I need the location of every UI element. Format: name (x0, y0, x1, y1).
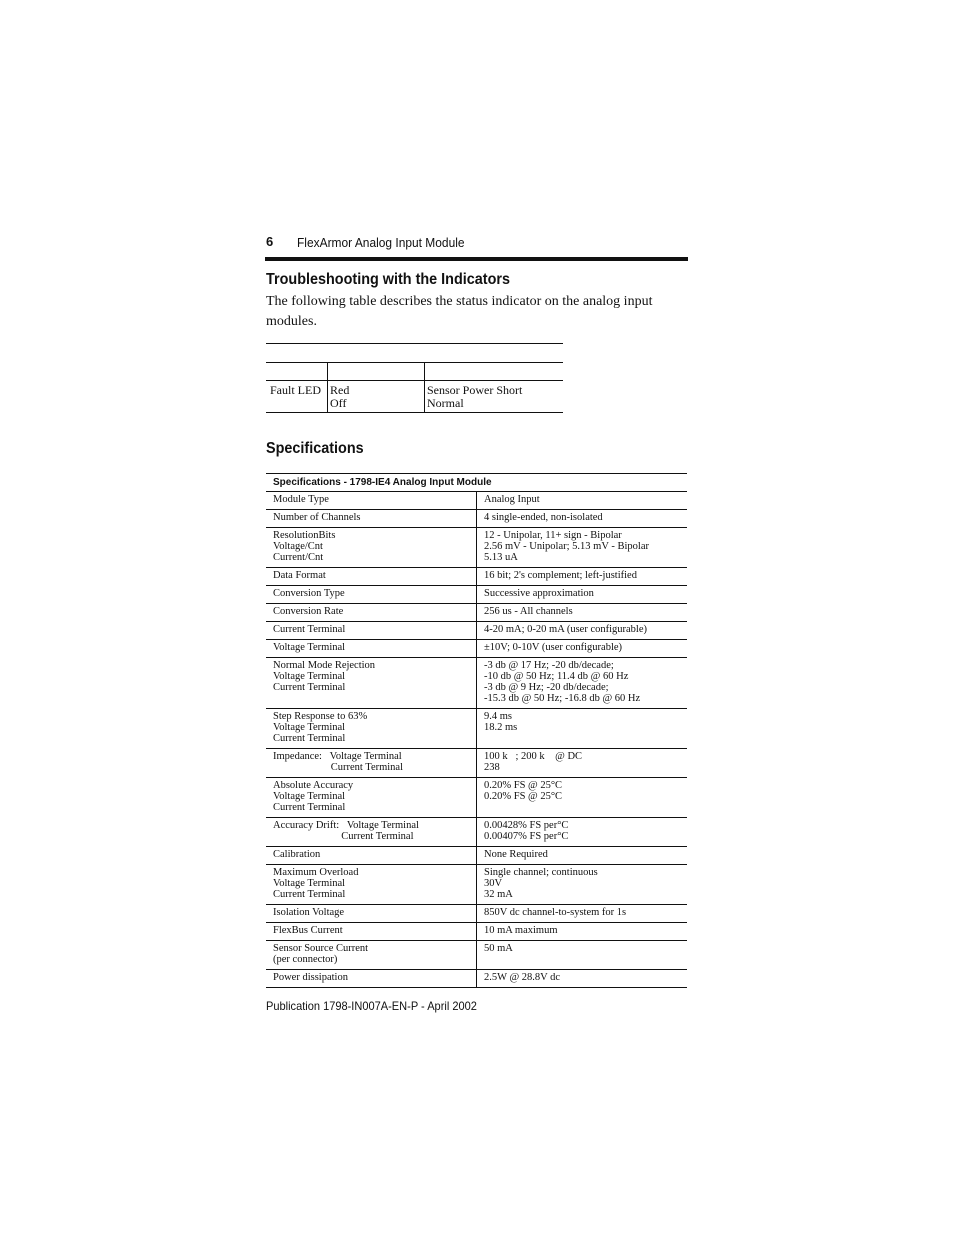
spec-label-cell (266, 941, 477, 970)
spec-value: 4 single-ended, non-isolated (484, 512, 603, 523)
spec-label: Current Terminal (273, 889, 346, 900)
spec-value: 850V dc channel-to-system for 1s (484, 907, 627, 918)
spec-label-cell (266, 622, 477, 640)
spec-row (266, 528, 687, 568)
indicator-meaning-value: Normal (427, 396, 464, 410)
indicator-table-divider (327, 362, 328, 412)
spec-row (266, 778, 687, 818)
indicator-table-bottom-rule (266, 412, 563, 413)
spec-value: 256 us - All channels (484, 606, 573, 617)
indicator-meaning (427, 384, 522, 410)
spec-value-cell (477, 528, 688, 568)
spec-label: ResolutionBits (273, 530, 336, 541)
page-number: 6 (266, 234, 274, 249)
spec-label-cell (266, 492, 477, 510)
spec-label: Isolation Voltage (273, 907, 345, 918)
spec-label-cell (266, 709, 477, 749)
spec-value-cell (477, 970, 688, 988)
spec-label-cell (266, 658, 477, 709)
spec-value: 0.00407% FS per°C (484, 831, 569, 842)
spec-label: Conversion Rate (273, 606, 344, 617)
header-rule (265, 257, 688, 261)
spec-label-cell (266, 865, 477, 905)
spec-value-cell (477, 640, 688, 658)
indicator-table-header-rule (266, 362, 563, 363)
spec-label: Accuracy Drift: Voltage Terminal (273, 820, 419, 831)
spec-label: Voltage Terminal (273, 878, 346, 889)
spec-label-cell (266, 818, 477, 847)
spec-value: 0.20% FS @ 25°C (484, 791, 563, 802)
spec-value: 32 mA (484, 889, 513, 900)
spec-value-cell (477, 568, 688, 586)
spec-value: 2.5W @ 28.8V dc (484, 972, 561, 983)
spec-value: 30V (484, 878, 503, 889)
specifications-table-title-row (266, 474, 687, 492)
spec-value: 238 (484, 762, 500, 773)
spec-value: 4-20 mA; 0-20 mA (user configurable) (484, 624, 648, 635)
spec-value-cell (477, 604, 688, 622)
spec-value-cell (477, 865, 688, 905)
spec-row (266, 658, 687, 709)
spec-label: Current Terminal (273, 802, 346, 813)
indicator-meaning-value: Sensor Power Short (427, 383, 523, 397)
spec-label-cell (266, 778, 477, 818)
spec-value-cell (477, 709, 688, 749)
spec-label-cell (266, 905, 477, 923)
spec-value: 18.2 ms (484, 722, 518, 733)
spec-label: Normal Mode Rejection (273, 660, 376, 671)
spec-value: ±10V; 0-10V (user configurable) (484, 642, 623, 653)
spec-row (266, 941, 687, 970)
spec-value-cell (477, 941, 688, 970)
spec-value-cell (477, 778, 688, 818)
spec-value: 16 bit; 2's complement; left-justified (484, 570, 637, 581)
spec-row (266, 970, 687, 988)
indicator-table-top-rule (266, 343, 563, 344)
spec-row (266, 568, 687, 586)
running-header-title: FlexArmor Analog Input Module (297, 235, 465, 250)
spec-label: Voltage Terminal (273, 722, 346, 733)
indicator-name: Fault LED (270, 383, 321, 397)
spec-value-cell (477, 749, 688, 778)
spec-value: 5.13 uA (484, 552, 518, 563)
spec-value: 0.20% FS @ 25°C (484, 780, 563, 791)
spec-value-cell (477, 622, 688, 640)
spec-value: None Required (484, 849, 548, 860)
spec-label-cell (266, 586, 477, 604)
indicator-state-value: Off (330, 396, 347, 410)
spec-label: Voltage Terminal (273, 671, 346, 682)
spec-label-cell (266, 970, 477, 988)
spec-value: 0.00428% FS per°C (484, 820, 569, 831)
spec-label: Current Terminal (273, 733, 346, 744)
spec-value: -3 db @ 9 Hz; -20 db/decade; (484, 682, 609, 693)
spec-label: Current/Cnt (273, 552, 324, 563)
spec-label-cell (266, 604, 477, 622)
spec-label: Voltage Terminal (273, 791, 346, 802)
spec-row (266, 847, 687, 865)
spec-label: Current Terminal (273, 831, 414, 842)
spec-value: Single channel; continuous (484, 867, 598, 878)
spec-label: Conversion Type (273, 588, 345, 599)
spec-row (266, 818, 687, 847)
spec-value: 100 k ; 200 k @ DC (484, 751, 583, 762)
spec-label-cell (266, 749, 477, 778)
spec-label-cell (266, 847, 477, 865)
publication-footer: Publication 1798-IN007A-EN-P - April 2002 (266, 999, 477, 1013)
spec-value: 2.56 mV - Unipolar; 5.13 mV - Bipolar (484, 541, 649, 552)
indicator-state-value: Red (330, 383, 350, 397)
spec-row (266, 510, 687, 528)
spec-row (266, 865, 687, 905)
spec-row (266, 749, 687, 778)
spec-row (266, 604, 687, 622)
spec-label: Module Type (273, 494, 329, 505)
spec-label: Maximum Overload (273, 867, 359, 878)
spec-label-cell (266, 528, 477, 568)
spec-label: Absolute Accuracy (273, 780, 354, 791)
spec-value-cell (477, 492, 688, 510)
spec-value-cell (477, 923, 688, 941)
spec-value-cell (477, 905, 688, 923)
spec-label: Voltage/Cnt (273, 541, 323, 552)
spec-value: -3 db @ 17 Hz; -20 db/decade; (484, 660, 614, 671)
specifications-table (266, 473, 687, 988)
spec-label: Data Format (273, 570, 326, 581)
spec-label: Current Terminal (273, 682, 346, 693)
spec-row (266, 492, 687, 510)
troubleshooting-intro: The following table describes the status indicator on the analog input modules. (266, 294, 653, 329)
spec-label-cell (266, 510, 477, 528)
spec-label-cell (266, 923, 477, 941)
spec-row (266, 923, 687, 941)
spec-row (266, 905, 687, 923)
spec-row (266, 622, 687, 640)
troubleshooting-heading: Troubleshooting with the Indicators (266, 271, 510, 288)
spec-value-cell (477, 510, 688, 528)
spec-value: 50 mA (484, 943, 513, 954)
spec-label: Voltage Terminal (273, 642, 346, 653)
spec-label: FlexBus Current (273, 925, 343, 936)
spec-label: Calibration (273, 849, 321, 860)
spec-row (266, 586, 687, 604)
spec-label: Step Response to 63% (273, 711, 368, 722)
spec-label: Current Terminal (273, 762, 404, 773)
spec-value-cell (477, 847, 688, 865)
specifications-table-title: Specifications - 1798-IE4 Analog Input Module (266, 474, 687, 492)
spec-row (266, 640, 687, 658)
spec-value: 12 - Unipolar, 11+ sign - Bipolar (484, 530, 622, 541)
indicator-table-mid-rule (266, 380, 563, 381)
spec-value-cell (477, 658, 688, 709)
spec-label-cell (266, 568, 477, 586)
spec-label: Power dissipation (273, 972, 348, 983)
spec-label-cell (266, 640, 477, 658)
specifications-heading: Specifications (266, 440, 364, 457)
spec-row (266, 709, 687, 749)
spec-label: Sensor Source Current (273, 943, 369, 954)
spec-value: 9.4 ms (484, 711, 513, 722)
spec-value: 10 mA maximum (484, 925, 558, 936)
spec-value: Successive approximation (484, 588, 594, 599)
spec-value: Analog Input (484, 494, 540, 505)
indicator-state (330, 384, 349, 410)
spec-label: (per connector) (273, 954, 338, 965)
spec-label: Number of Channels (273, 512, 361, 523)
spec-value: -15.3 db @ 50 Hz; -16.8 db @ 60 Hz (484, 693, 641, 704)
indicator-table-divider (424, 362, 425, 412)
spec-label: Impedance: Voltage Terminal (273, 751, 402, 762)
spec-value-cell (477, 818, 688, 847)
spec-value-cell (477, 586, 688, 604)
spec-value: -10 db @ 50 Hz; 11.4 db @ 60 Hz (484, 671, 629, 682)
spec-label: Current Terminal (273, 624, 346, 635)
